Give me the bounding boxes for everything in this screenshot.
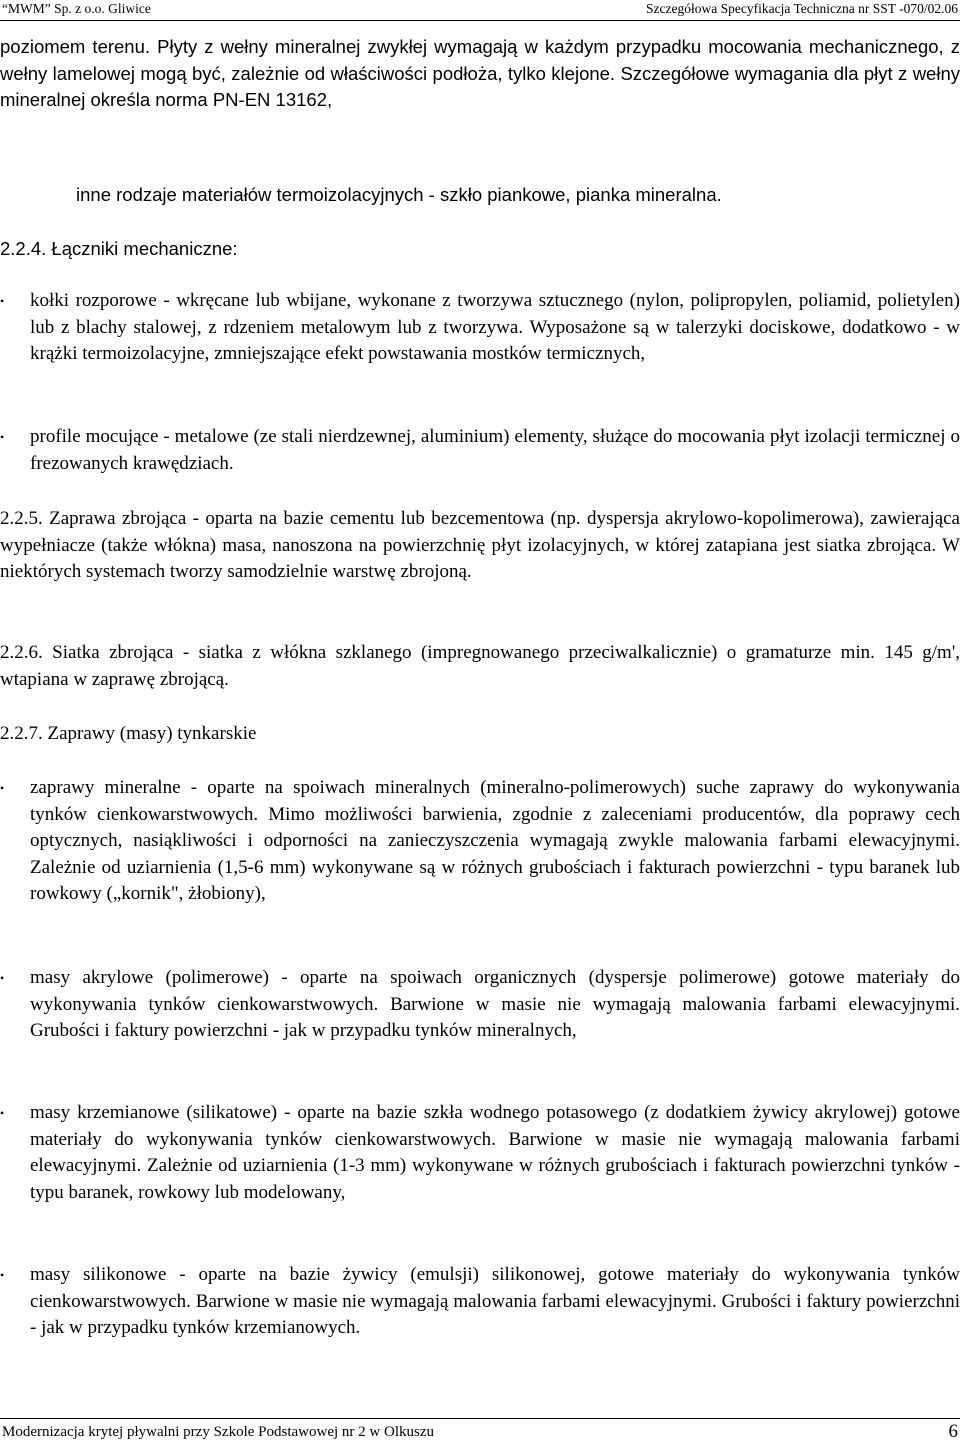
- section-2-2-5-paragraph: 2.2.5. Zaprawa zbrojąca - oparta na bazie cementu lub bezcementowa (np. dyspersja akrylowo-kopolimerowa), zawierająca wypełniacze (także włókna) masa, nanoszona na powierzchnię płyt izolacyjnych, w której zatapiana jest siatka zbrojąca. W niektórych systemach tworzy samodzielnie warstwę zbrojoną.: [0, 508, 960, 583]
- section-2-2-6-paragraph: 2.2.6. Siatka zbrojąca - siatka z włókna szklanego (impregnowanego przeciwalkalicznie) o gramaturze min. 145 g/m', wtapiana w zaprawę zbrojącą.: [0, 642, 960, 690]
- bullet-icon: •: [0, 781, 5, 795]
- section-2-2-7-heading: 2.2.7. Zaprawy (masy) tynkarskie: [0, 723, 257, 744]
- bullet-icon: •: [0, 294, 5, 308]
- list-item-text: profile mocujące - metalowe (ze stali nierdzewnej, aluminium) elementy, służące do mocowania płyt izolacji termicznej o frezowanych krawędziach.: [30, 426, 960, 474]
- list-item-text: masy akrylowe (polimerowe) - oparte na spoiwach organicznych (dyspersje polimerowe) gotowe materiały do wykonywania tynków cienkowarstwowych. Barwione w masie nie wymagają malowania farbami elewacyjnymi. Grubości i faktury powierzchni - jak w przypadku tynków mineralnych,: [30, 967, 960, 1042]
- list-item-text: kołki rozporowe - wkręcane lub wbijane, wykonane z tworzywa sztucznego (nylon, polipropylen, poliamid, polietylen) lub z blachy stalowej, z rdzeniem metalowym lub z tworzywa. Wyposażone są w talerzyki dociskowe, dodatkowo - w krążki termoizolacyjne, zmniejszające efekt powstawania mostków termicznych,: [30, 290, 960, 365]
- page-header: [0, 0, 960, 21]
- bullet-icon: •: [0, 1106, 5, 1120]
- list-item: [0, 288, 960, 368]
- list-item-text: zaprawy mineralne - oparte na spoiwach mineralnych (mineralno-polimerowych) suche zaprawy do wykonywania tynków cienkowarstwowych. Mimo możliwości barwienia, zgodnie z zaleceniami producentów, dla poprawy cech optycznych, nasiąkliwości i odporności na zanieczyszczenia wymagają zwykle malowania farbami elewacyjnymi. Zależnie od uziarnienia (1,5-6 mm) wykonywane są w różnych grubościach i fakturach powierzchni - typu baranek lub rowkowy („kornik", żłobiony),: [30, 777, 960, 905]
- list-item: [0, 775, 960, 908]
- bullet-icon: •: [0, 1268, 5, 1282]
- bullet-icon: •: [0, 971, 5, 985]
- page-footer: [0, 1418, 960, 1445]
- list-item: [0, 1100, 960, 1206]
- section-2-2-4-heading: 2.2.4. Łączniki mechaniczne:: [0, 238, 238, 259]
- intro-paragraph: poziomem terenu. Płyty z wełny mineralnej zwykłej wymagają w każdym przypadku mocowania mechanicznego, z wełny lamelowej mogą być, zależnie od właściwości podłoża, tylko klejone. Szczegółowe wymagania dla płyt z wełny mineralnej określa norma PN-EN 13162,: [0, 36, 960, 111]
- header-company: “MWM” Sp. z o.o. Gliwice: [2, 1, 151, 16]
- list-item: [0, 965, 960, 1045]
- list-item: [0, 1262, 960, 1342]
- header-spec-title: Szczegółowa Specyfikacja Techniczna nr SST -070/02.06: [646, 1, 958, 16]
- page-number: 6: [948, 1421, 958, 1442]
- list-item-text: masy silikonowe - oparte na bazie żywicy (emulsji) silikonowej, gotowe materiały do wykonywania tynków cienkowarstwowych. Barwione w masie nie wymagają malowania farbami elewacyjnymi. Grubości i faktury powierzchni - jak w przypadku tynków krzemianowych.: [30, 1264, 960, 1339]
- list-item-text: masy krzemianowe (silikatowe) - oparte na bazie szkła wodnego potasowego (z dodatkiem żywicy akrylowej) gotowe materiały do wykonywania tynków cienkowarstwowych. Barwione w masie nie wymagają malowania farbami elewacyjnymi. Zależnie od uziarnienia (1-3 mm) wykonywane w różnych grubościach i fakturach powierzchni tynków - typu baranek, rowkowy lub modelowany,: [30, 1102, 960, 1203]
- bullet-icon: •: [0, 430, 5, 444]
- footer-project-title: Modernizacja krytej pływalni przy Szkole Podstawowej nr 2 w Olkuszu: [2, 1424, 434, 1440]
- list-item: [0, 424, 960, 477]
- other-materials-line: inne rodzaje materiałów termoizolacyjnych - szkło piankowe, pianka mineralna.: [76, 184, 722, 205]
